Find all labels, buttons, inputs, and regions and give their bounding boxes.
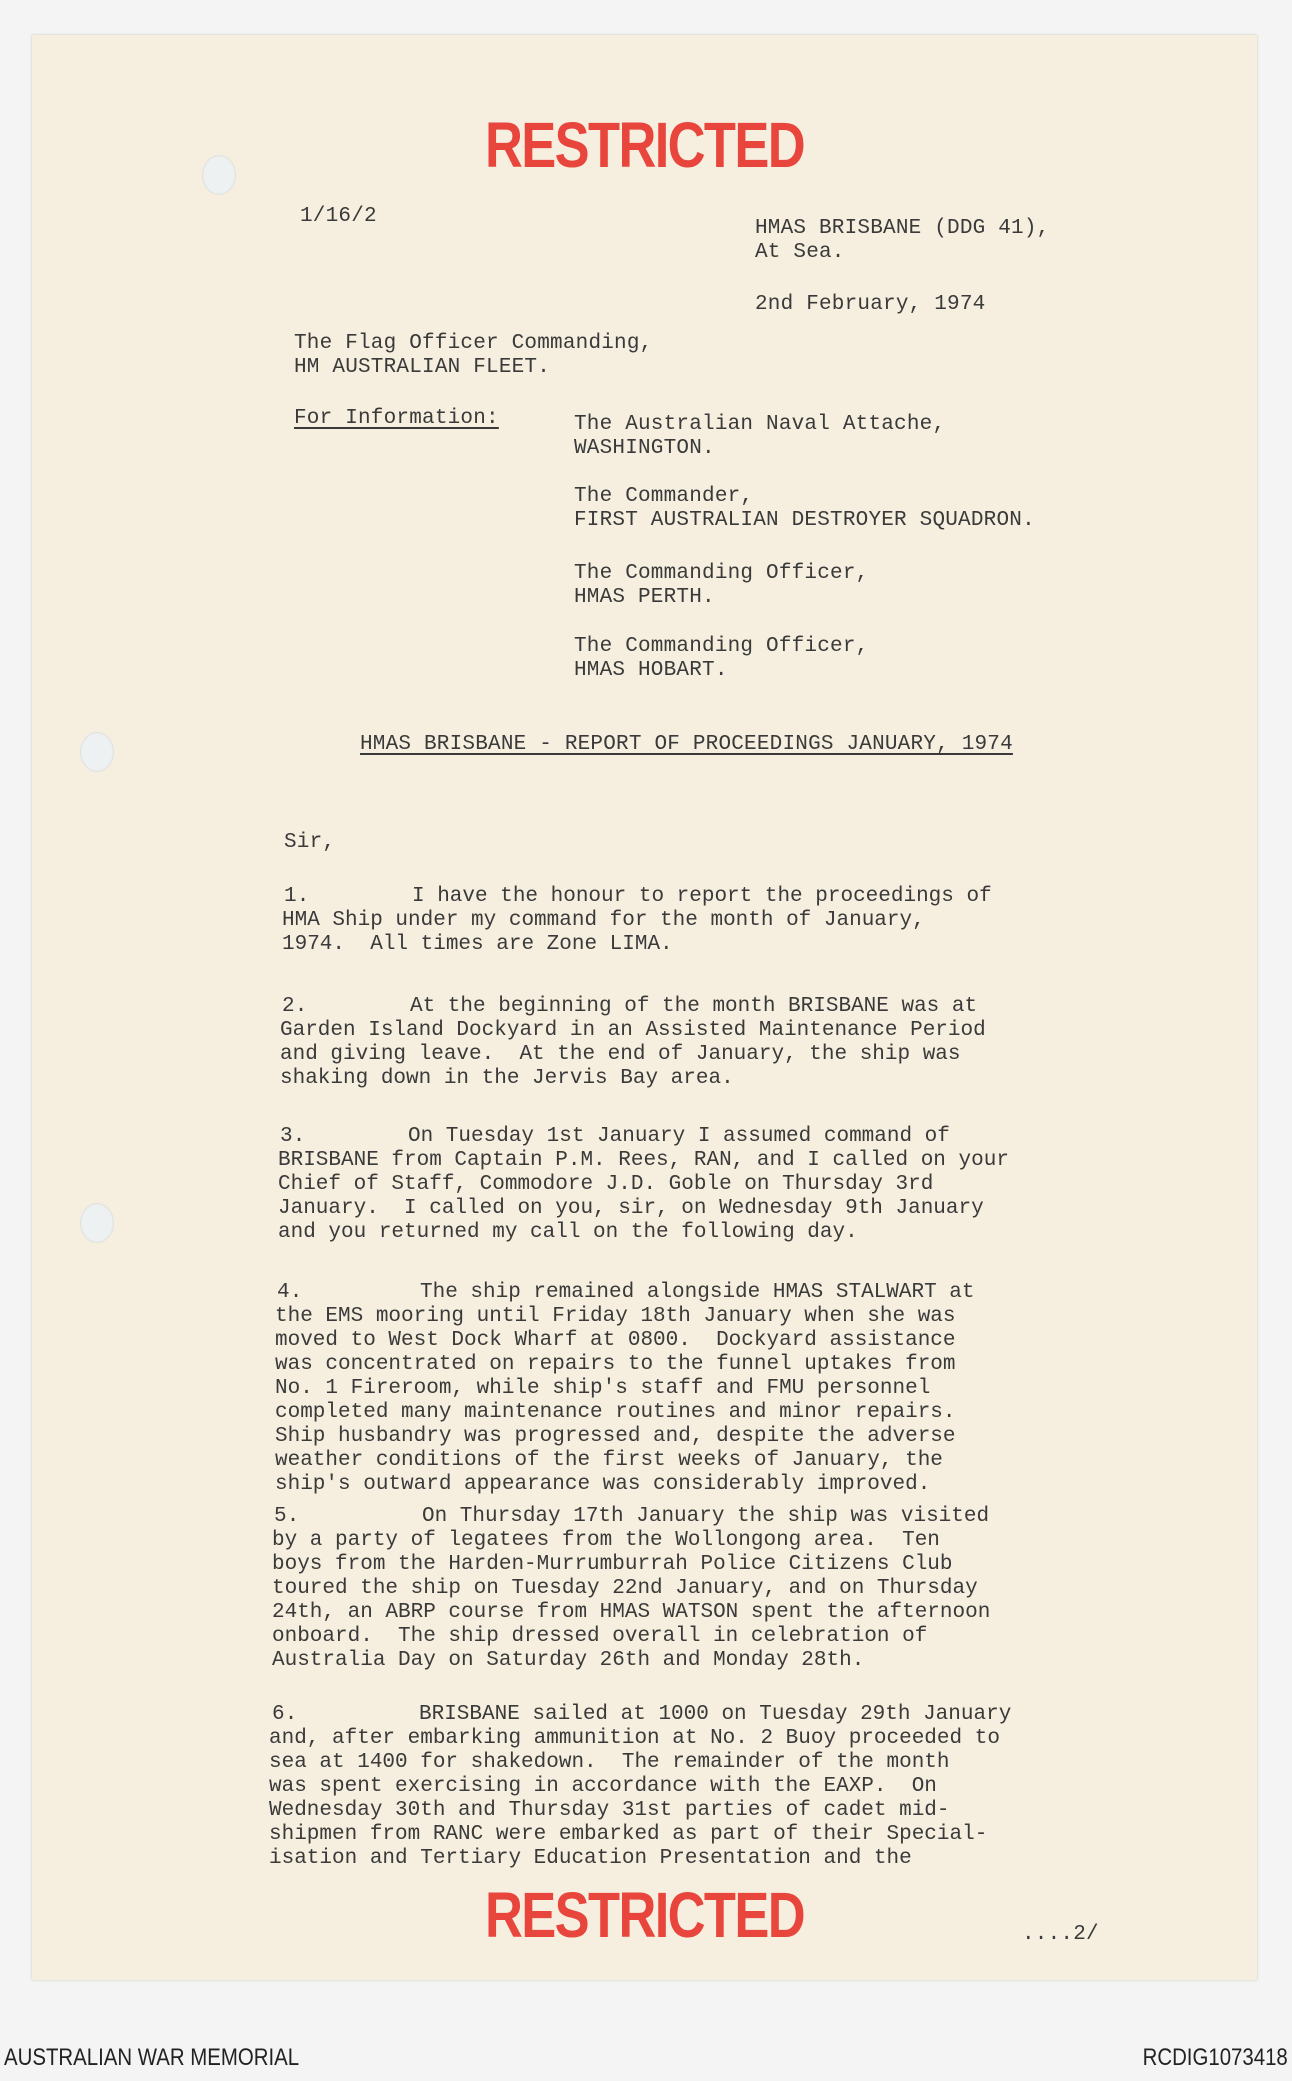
punch-hole (80, 732, 114, 772)
recipient-location: WASHINGTON. (574, 437, 715, 460)
paragraph-text: The ship remained alongside HMAS STALWART at the EMS mooring until Friday 18th January when she was moved to West Dock Wharf at 0800. Dockyard assistance was concentrated on repairs to the funnel uptakes from No. 1 Fireroom, while ship's staff and FMU personnel completed many maintenance routines and minor repairs. Ship husbandry was progressed and, despite the adverse weather conditions of the first weeks of January, the ship's outward appearance was considerably improved. (275, 1281, 975, 1496)
recipient-title: The Commanding Officer, (574, 562, 869, 585)
restricted-stamp-bottom: RESTRICTED (485, 1879, 804, 1951)
recipient-title: The Commander, (574, 485, 754, 508)
for-information-label: For Information: (294, 407, 499, 430)
paragraph-number: 2. (282, 995, 308, 1018)
continuation-marker: ....2/ (1022, 1923, 1099, 1946)
addressee-line-1: The Flag Officer Commanding, (294, 332, 653, 355)
restricted-stamp-top: RESTRICTED (485, 109, 804, 181)
paragraph-text: On Thursday 17th January the ship was visited by a party of legatees from the Wollongong area. Ten boys from the Harden-Murrumburrah Police Citizens Club toured the ship on Tuesday 22nd January, and on Thursday 24th, an ABRP course from HMAS WATSON spent the afternoon onboard. The ship dressed overall in celebration of Australia Day on Saturday 26th and Monday 28th. (272, 1505, 991, 1672)
document-date: 2nd February, 1974 (755, 293, 986, 316)
paragraph-number: 1. (284, 885, 310, 908)
paragraph-text: At the beginning of the month BRISBANE was at Garden Island Dockyard in an Assisted Maintenance Period and giving leave. At the end of January, the ship was shaking down in the Jervis Bay area. (280, 995, 986, 1090)
recipient-location: HMAS PERTH. (574, 586, 715, 609)
archive-credit: AUSTRALIAN WAR MEMORIAL (4, 2044, 300, 2071)
paragraph-text: BRISBANE sailed at 1000 on Tuesday 29th January and, after embarking ammunition at No. 2 Buoy proceeded to sea at 1400 for shakedown. The remainder of the month was spent exercising in accordance with the EAXP. On Wednesday 30th and Thursday 31st parties of cadet mid- shipmen from RANC were embarked as part of their Special- isation and Tertiary Education Presentation and the (269, 1703, 1012, 1870)
paragraph-number: 4. (277, 1281, 303, 1304)
document-page (32, 35, 1257, 1980)
ship-designation: HMAS BRISBANE (DDG 41), (755, 217, 1050, 240)
salutation: Sir, (284, 831, 336, 854)
recipient-title: The Australian Naval Attache, (574, 413, 946, 436)
recipient-title: The Commanding Officer, (574, 635, 869, 658)
archive-identifier: RCDIG1073418 (1142, 2044, 1288, 2071)
punch-hole (80, 1203, 114, 1243)
paragraph-text: I have the honour to report the proceedings of HMA Ship under my command for the month of January, 1974. All times are Zone LIMA. (282, 885, 992, 956)
report-title: HMAS BRISBANE - REPORT OF PROCEEDINGS JANUARY, 1974 (360, 733, 1013, 756)
location: At Sea. (755, 241, 845, 264)
recipient-location: FIRST AUSTRALIAN DESTROYER SQUADRON. (574, 509, 1035, 532)
file-reference: 1/16/2 (300, 205, 377, 228)
paragraph-number: 3. (280, 1125, 306, 1148)
paragraph-number: 5. (274, 1505, 300, 1528)
paragraph-number: 6. (272, 1703, 298, 1726)
addressee-line-2: HM AUSTRALIAN FLEET. (294, 356, 551, 379)
paragraph-text: On Tuesday 1st January I assumed command of BRISBANE from Captain P.M. Rees, RAN, and I called on your Chief of Staff, Commodore J.D. Goble on Thursday 3rd January. I called on you, sir, on Wednesday 9th January and you returned my call on the following day. (278, 1125, 1009, 1244)
recipient-location: HMAS HOBART. (574, 659, 728, 682)
